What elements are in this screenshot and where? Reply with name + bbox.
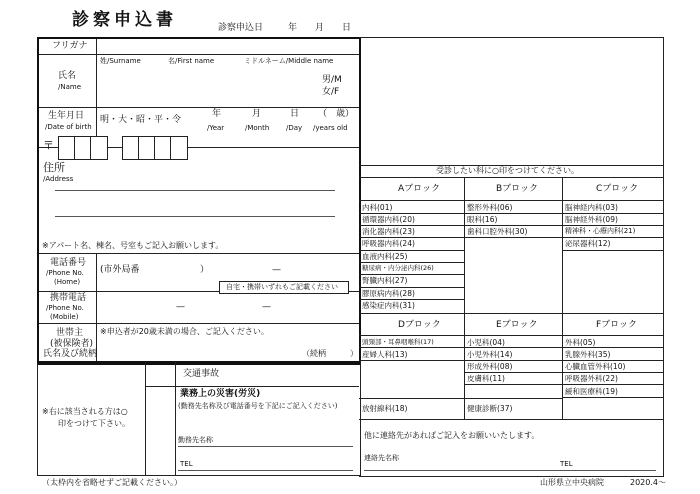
- dept-a-5[interactable]: 血液内科(25): [362, 252, 408, 261]
- block-e-header: Eブロック: [496, 320, 538, 330]
- phone-note: 自宅・携帯いずれもご記載ください: [226, 283, 338, 291]
- furigana-label: フリガナ: [52, 41, 88, 51]
- block-f-header: Fブロック: [596, 320, 637, 330]
- traffic-accident-checkbox[interactable]: [146, 363, 174, 385]
- dob-month-en: /Month: [245, 124, 270, 132]
- phone-label-en: /Phone No.: [46, 269, 84, 277]
- contact-name-label: 連絡先名称: [364, 454, 399, 462]
- dept-f-1[interactable]: 外科(05): [565, 338, 596, 347]
- circle-note-2: 印をつけて下さい。: [58, 419, 130, 428]
- furigana-input[interactable]: [98, 40, 356, 53]
- mobile-label-en: /Phone No.: [46, 304, 84, 312]
- postal-code-boxes-2[interactable]: [122, 136, 188, 160]
- dept-a-4[interactable]: 呼吸器内科(24): [362, 239, 415, 248]
- mobile-label: 携帯電話: [50, 293, 87, 303]
- dob-day-label: 日: [290, 109, 300, 119]
- dept-c-2[interactable]: 脳神経外科(09): [565, 215, 618, 224]
- address-label: 住所: [43, 161, 65, 174]
- work-injury-label: 業務上の災害(労災): [180, 389, 261, 399]
- dept-e-4[interactable]: 皮膚科(11): [467, 374, 505, 383]
- application-month-label: 月: [315, 23, 325, 33]
- dept-f-2[interactable]: 乳腺外科(35): [565, 350, 611, 359]
- dept-e-2[interactable]: 小児外科(14): [467, 350, 513, 359]
- dob-label-en: /Date of birth: [45, 123, 92, 131]
- dept-b-2[interactable]: 眼科(16): [467, 215, 498, 224]
- dept-checkup[interactable]: 健康診断(37): [467, 404, 513, 413]
- contact-input[interactable]: [364, 444, 656, 470]
- address-label-en: /Address: [43, 175, 74, 183]
- area-code-close-paren: ）: [200, 265, 210, 275]
- circle-note-1: ※右に該当される方は○: [42, 407, 128, 416]
- dept-e-1[interactable]: 小児科(04): [467, 338, 505, 347]
- dept-a-9[interactable]: 感染症内科(31): [362, 301, 415, 310]
- application-year-label: 年: [288, 23, 298, 33]
- dept-a-2[interactable]: 循環器内科(20): [362, 215, 415, 224]
- block-b-header: Bブロック: [496, 184, 538, 194]
- dept-e-3[interactable]: 形成外科(08): [467, 362, 513, 371]
- contact-tel-label: TEL: [560, 460, 573, 468]
- dept-a-7[interactable]: 腎臓内科(27): [362, 276, 408, 285]
- dob-label: 生年月日: [48, 111, 85, 121]
- form-version: 2020.4～: [630, 478, 666, 487]
- block-c-header: Cブロック: [596, 184, 639, 194]
- hospital-name: 山形県立中央病院: [540, 478, 604, 487]
- block-d-header: Dブロック: [398, 320, 441, 330]
- dob-month-label: 月: [252, 109, 262, 119]
- dept-b-1[interactable]: 整形外科(06): [467, 203, 513, 212]
- phone-dash: —: [272, 265, 281, 275]
- name-label-en: /Name: [58, 83, 82, 91]
- home-phone-input[interactable]: [98, 256, 356, 280]
- dept-f-5[interactable]: 緩和医療科(19): [565, 387, 618, 396]
- dept-f-4[interactable]: 呼吸器外科(22): [565, 374, 618, 383]
- employer-tel-label: TEL: [180, 460, 193, 468]
- work-injury-note: (勤務先名称及び電話番号を下記にご記入ください): [178, 402, 338, 410]
- dept-f-3[interactable]: 心臓血管外科(10): [565, 362, 626, 371]
- address-input[interactable]: [45, 182, 345, 232]
- guardian-note: ※申込者が20歳未満の場合、ご記入ください。: [100, 327, 269, 336]
- dept-b-3[interactable]: 歯科口腔外科(30): [467, 227, 528, 236]
- middle-name-label: ミドルネーム/Middle name: [244, 57, 334, 65]
- era-options[interactable]: 明・大・昭・平・令: [100, 115, 182, 125]
- address-note: ※アパート名、棟名、号室もご記入お願いします。: [42, 241, 224, 250]
- work-injury-checkbox[interactable]: [146, 387, 174, 474]
- dept-d-2[interactable]: 産婦人科(13): [362, 350, 408, 359]
- department-select-note: 受診したい科に○印をつけてください。: [436, 166, 579, 175]
- guardian-input[interactable]: [98, 338, 298, 358]
- guardian-label-2: (被保険者): [50, 339, 94, 349]
- postal-mark: 〒: [43, 139, 54, 152]
- dept-a-6[interactable]: 糖尿病・内分泌内科(26): [362, 264, 434, 272]
- relation-label: （続柄 ）: [302, 349, 358, 358]
- name-input[interactable]: [98, 67, 316, 105]
- dept-a-8[interactable]: 膠原病内科(28): [362, 289, 415, 298]
- mobile-label-mobile: (Mobile): [50, 313, 79, 321]
- female-option[interactable]: 女/F: [322, 87, 340, 97]
- dob-year-en: /Year: [207, 124, 225, 132]
- contact-note: 他に連絡先があればご記入をお願いいたします。: [364, 431, 540, 440]
- dept-d-1[interactable]: 頭頸部・耳鼻咽喉科(17): [362, 338, 434, 346]
- mobile-dash-1: —: [176, 302, 185, 312]
- block-a-header: Aブロック: [398, 184, 440, 194]
- application-day-label: 日: [342, 23, 352, 33]
- phone-label-home: (Home): [54, 278, 81, 286]
- dob-age-label: （ 歳）: [318, 109, 355, 119]
- footer-note: （太枠内を省略せずご記載ください。）: [42, 478, 182, 487]
- employer-input[interactable]: [178, 420, 353, 446]
- postal-code-boxes-1[interactable]: [58, 136, 108, 160]
- dob-year-label: 年: [212, 109, 222, 119]
- dept-a-1[interactable]: 内科(01): [362, 203, 393, 212]
- dept-a-3[interactable]: 消化器内科(23): [362, 227, 415, 236]
- guardian-label-1: 世帯主: [56, 328, 84, 338]
- male-option[interactable]: 男/M: [322, 75, 342, 85]
- mobile-phone-input[interactable]: [98, 295, 356, 321]
- surname-label: 姓/Surname: [100, 57, 141, 65]
- dept-c-3[interactable]: 精神科・心療内科(21): [565, 227, 636, 235]
- dept-radiation[interactable]: 放射線科(18): [362, 404, 408, 413]
- form-title: 診察申込書: [72, 10, 177, 30]
- first-name-label: 名/First name: [168, 57, 215, 65]
- application-date-label: 診察申込日: [218, 23, 264, 33]
- guardian-label-3: 氏名及び続柄: [43, 349, 98, 359]
- dept-c-4[interactable]: 泌尿器科(12): [565, 239, 611, 248]
- employer-label: 勤務先名称: [178, 436, 213, 444]
- dob-day-en: /Day: [286, 124, 303, 132]
- traffic-accident-label: 交通事故: [183, 369, 220, 379]
- phone-note-box: [219, 281, 349, 294]
- phone-label: 電話番号: [50, 258, 87, 268]
- employer-tel-input[interactable]: [195, 450, 353, 470]
- name-label: 氏名: [58, 71, 77, 81]
- mobile-dash-2: —: [262, 302, 271, 312]
- area-code-label: (市外局番: [100, 265, 140, 275]
- dob-age-en: /years old: [313, 124, 348, 132]
- dept-c-1[interactable]: 脳神経内科(03): [565, 203, 618, 212]
